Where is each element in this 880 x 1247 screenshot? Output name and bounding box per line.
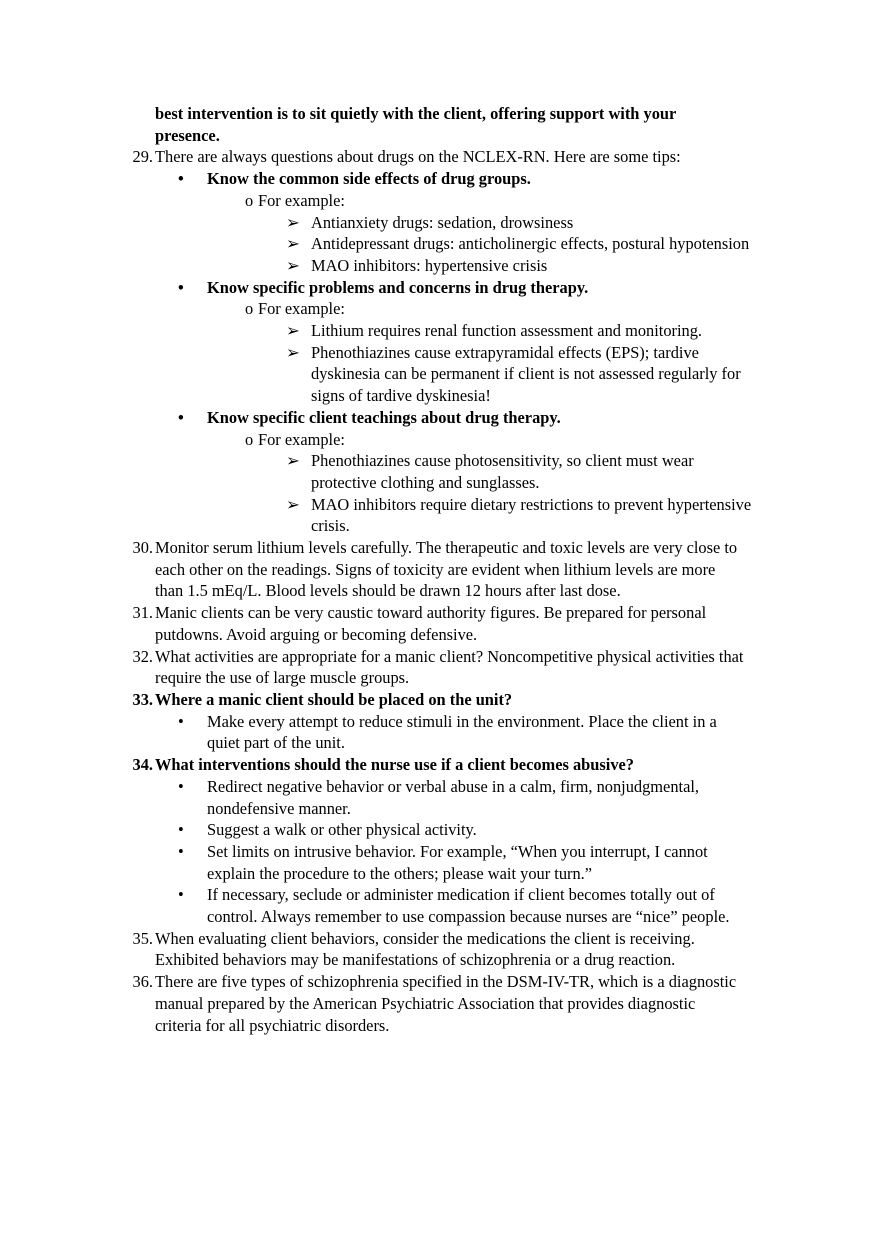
item-number: 33. (132, 689, 153, 709)
item-34-bullet-continuation: explain the procedure to the others; please wait your turn.” (207, 863, 593, 883)
item-number: 31. (132, 603, 153, 623)
bullet-icon: • (178, 841, 184, 861)
tip-2-item-continuation: dyskinesia can be permanent if client is not assessed regularly for (311, 364, 741, 384)
tip-3-item: ➢ Phenothiazines cause photosensitivity, so client must wear (286, 451, 694, 471)
tip-2-item: ➢ Phenothiazines cause extrapyramidal effects (EPS); tardive (286, 342, 699, 362)
arrow-bullet-icon: ➢ (286, 212, 300, 232)
item-34-bullet-continuation: nondefensive manner. (207, 798, 351, 818)
item-31-continuation: putdowns. Avoid arguing or becoming defensive. (155, 624, 478, 644)
circle-bullet-icon: o (245, 299, 254, 319)
item-number: 35. (132, 928, 153, 948)
arrow-bullet-icon: ➢ (286, 451, 300, 471)
tip-1-item: ➢ MAO inhibitors: hypertensive crisis (286, 255, 548, 275)
item-30-continuation: than 1.5 mEq/L. Blood levels should be drawn 12 hours after last dose. (155, 581, 621, 601)
bullet-icon: • (178, 820, 184, 840)
arrow-bullet-icon: ➢ (286, 255, 300, 275)
item-36: 36. There are five types of schizophrenia specified in the DSM-IV-TR, which is a diagnostic (0, 971, 880, 993)
tip-2-heading: • Know specific problems and concerns in drug therapy. (178, 277, 589, 297)
bullet-icon: • (178, 711, 184, 731)
item-text: There are always questions about drugs on the NCLEX-RN. Here are some tips: (155, 147, 681, 167)
tip-3-item: ➢ MAO inhibitors require dietary restrictions to prevent hypertensive (286, 494, 752, 514)
item-35: 35. When evaluating client behaviors, consider the medications the client is receiving. (0, 928, 880, 950)
tip-1-item: ➢ Antidepressant drugs: anticholinergic effects, postural hypotension (286, 234, 750, 254)
tip-3-heading: • Know specific client teachings about drug therapy. (178, 407, 561, 427)
item-32: 32. What activities are appropriate for a manic client? Noncompetitive physical activities that (0, 646, 880, 668)
arrow-bullet-icon: ➢ (286, 234, 300, 254)
item-34: 34. What interventions should the nurse use if a client becomes abusive? (0, 754, 880, 776)
tip-1-heading: • Know the common side effects of drug groups. (178, 169, 531, 189)
tip-3-item-continuation: protective clothing and sunglasses. (311, 472, 540, 492)
bullet-icon: • (178, 885, 184, 905)
item-number: 36. (132, 972, 153, 992)
item-34-bullet-continuation: control. Always remember to use compassion because nurses are “nice” people. (207, 907, 730, 927)
item-31: 31. Manic clients can be very caustic toward authority figures. Be prepared for personal (0, 602, 880, 624)
arrow-bullet-icon: ➢ (286, 342, 300, 362)
tip-1-item: ➢ Antianxiety drugs: sedation, drowsiness (286, 212, 574, 232)
item-32-continuation: require the use of large muscle groups. (155, 668, 410, 688)
arrow-bullet-icon: ➢ (286, 494, 300, 514)
document-page (0, 103, 880, 1036)
tip-3-example: o For example: (245, 429, 345, 449)
item-28-continuation-line-2: presence. (155, 125, 220, 145)
item-number: 34. (132, 755, 153, 775)
bullet-icon: • (178, 277, 184, 297)
item-29 (0, 146, 880, 168)
item-34-bullet: • If necessary, seclude or administer medication if client becomes totally out of (178, 885, 715, 905)
tip-2-item-continuation: signs of tardive dyskinesia! (311, 386, 491, 406)
item-36-continuation: manual prepared by the American Psychiatric Association that provides diagnostic (155, 993, 696, 1013)
tip-3-item-continuation: crisis. (311, 516, 350, 536)
bullet-icon: • (178, 776, 184, 796)
item-30: 30. Monitor serum lithium levels carefully. The therapeutic and toxic levels are very close to (0, 537, 880, 559)
item-34-bullet: • Redirect negative behavior or verbal abuse in a calm, firm, nonjudgmental, (178, 776, 699, 796)
item-number: 30. (132, 538, 153, 558)
item-number: 32. (132, 646, 153, 666)
item-33-bullet-continuation: quiet part of the unit. (207, 733, 345, 753)
tip-1-example: o For example: (245, 190, 345, 210)
item-33: 33. Where a manic client should be placed on the unit? (0, 689, 880, 711)
item-33-bullet: • Make every attempt to reduce stimuli in the environment. Place the client in a (178, 711, 717, 731)
bullet-icon: • (178, 169, 184, 189)
item-35-continuation: Exhibited behaviors may be manifestations of schizophrenia or a drug reaction. (155, 950, 676, 970)
circle-bullet-icon: o (245, 429, 254, 449)
circle-bullet-icon: o (245, 190, 254, 210)
bullet-icon: • (178, 407, 184, 427)
item-36-continuation: criteria for all psychiatric disorders. (155, 1015, 390, 1035)
item-34-bullet: • Set limits on intrusive behavior. For example, “When you interrupt, I cannot (178, 841, 708, 861)
item-number: 29. (132, 147, 153, 167)
item-28-continuation-line-1: best intervention is to sit quietly with the client, offering support with your (155, 104, 677, 123)
item-30-continuation: each other on the readings. Signs of toxicity are evident when lithium levels are more (155, 559, 716, 579)
arrow-bullet-icon: ➢ (286, 321, 300, 341)
item-34-bullet: • Suggest a walk or other physical activity. (178, 820, 477, 840)
tip-2-example: o For example: (245, 299, 345, 319)
tip-2-item: ➢ Lithium requires renal function assessment and monitoring. (286, 321, 703, 341)
